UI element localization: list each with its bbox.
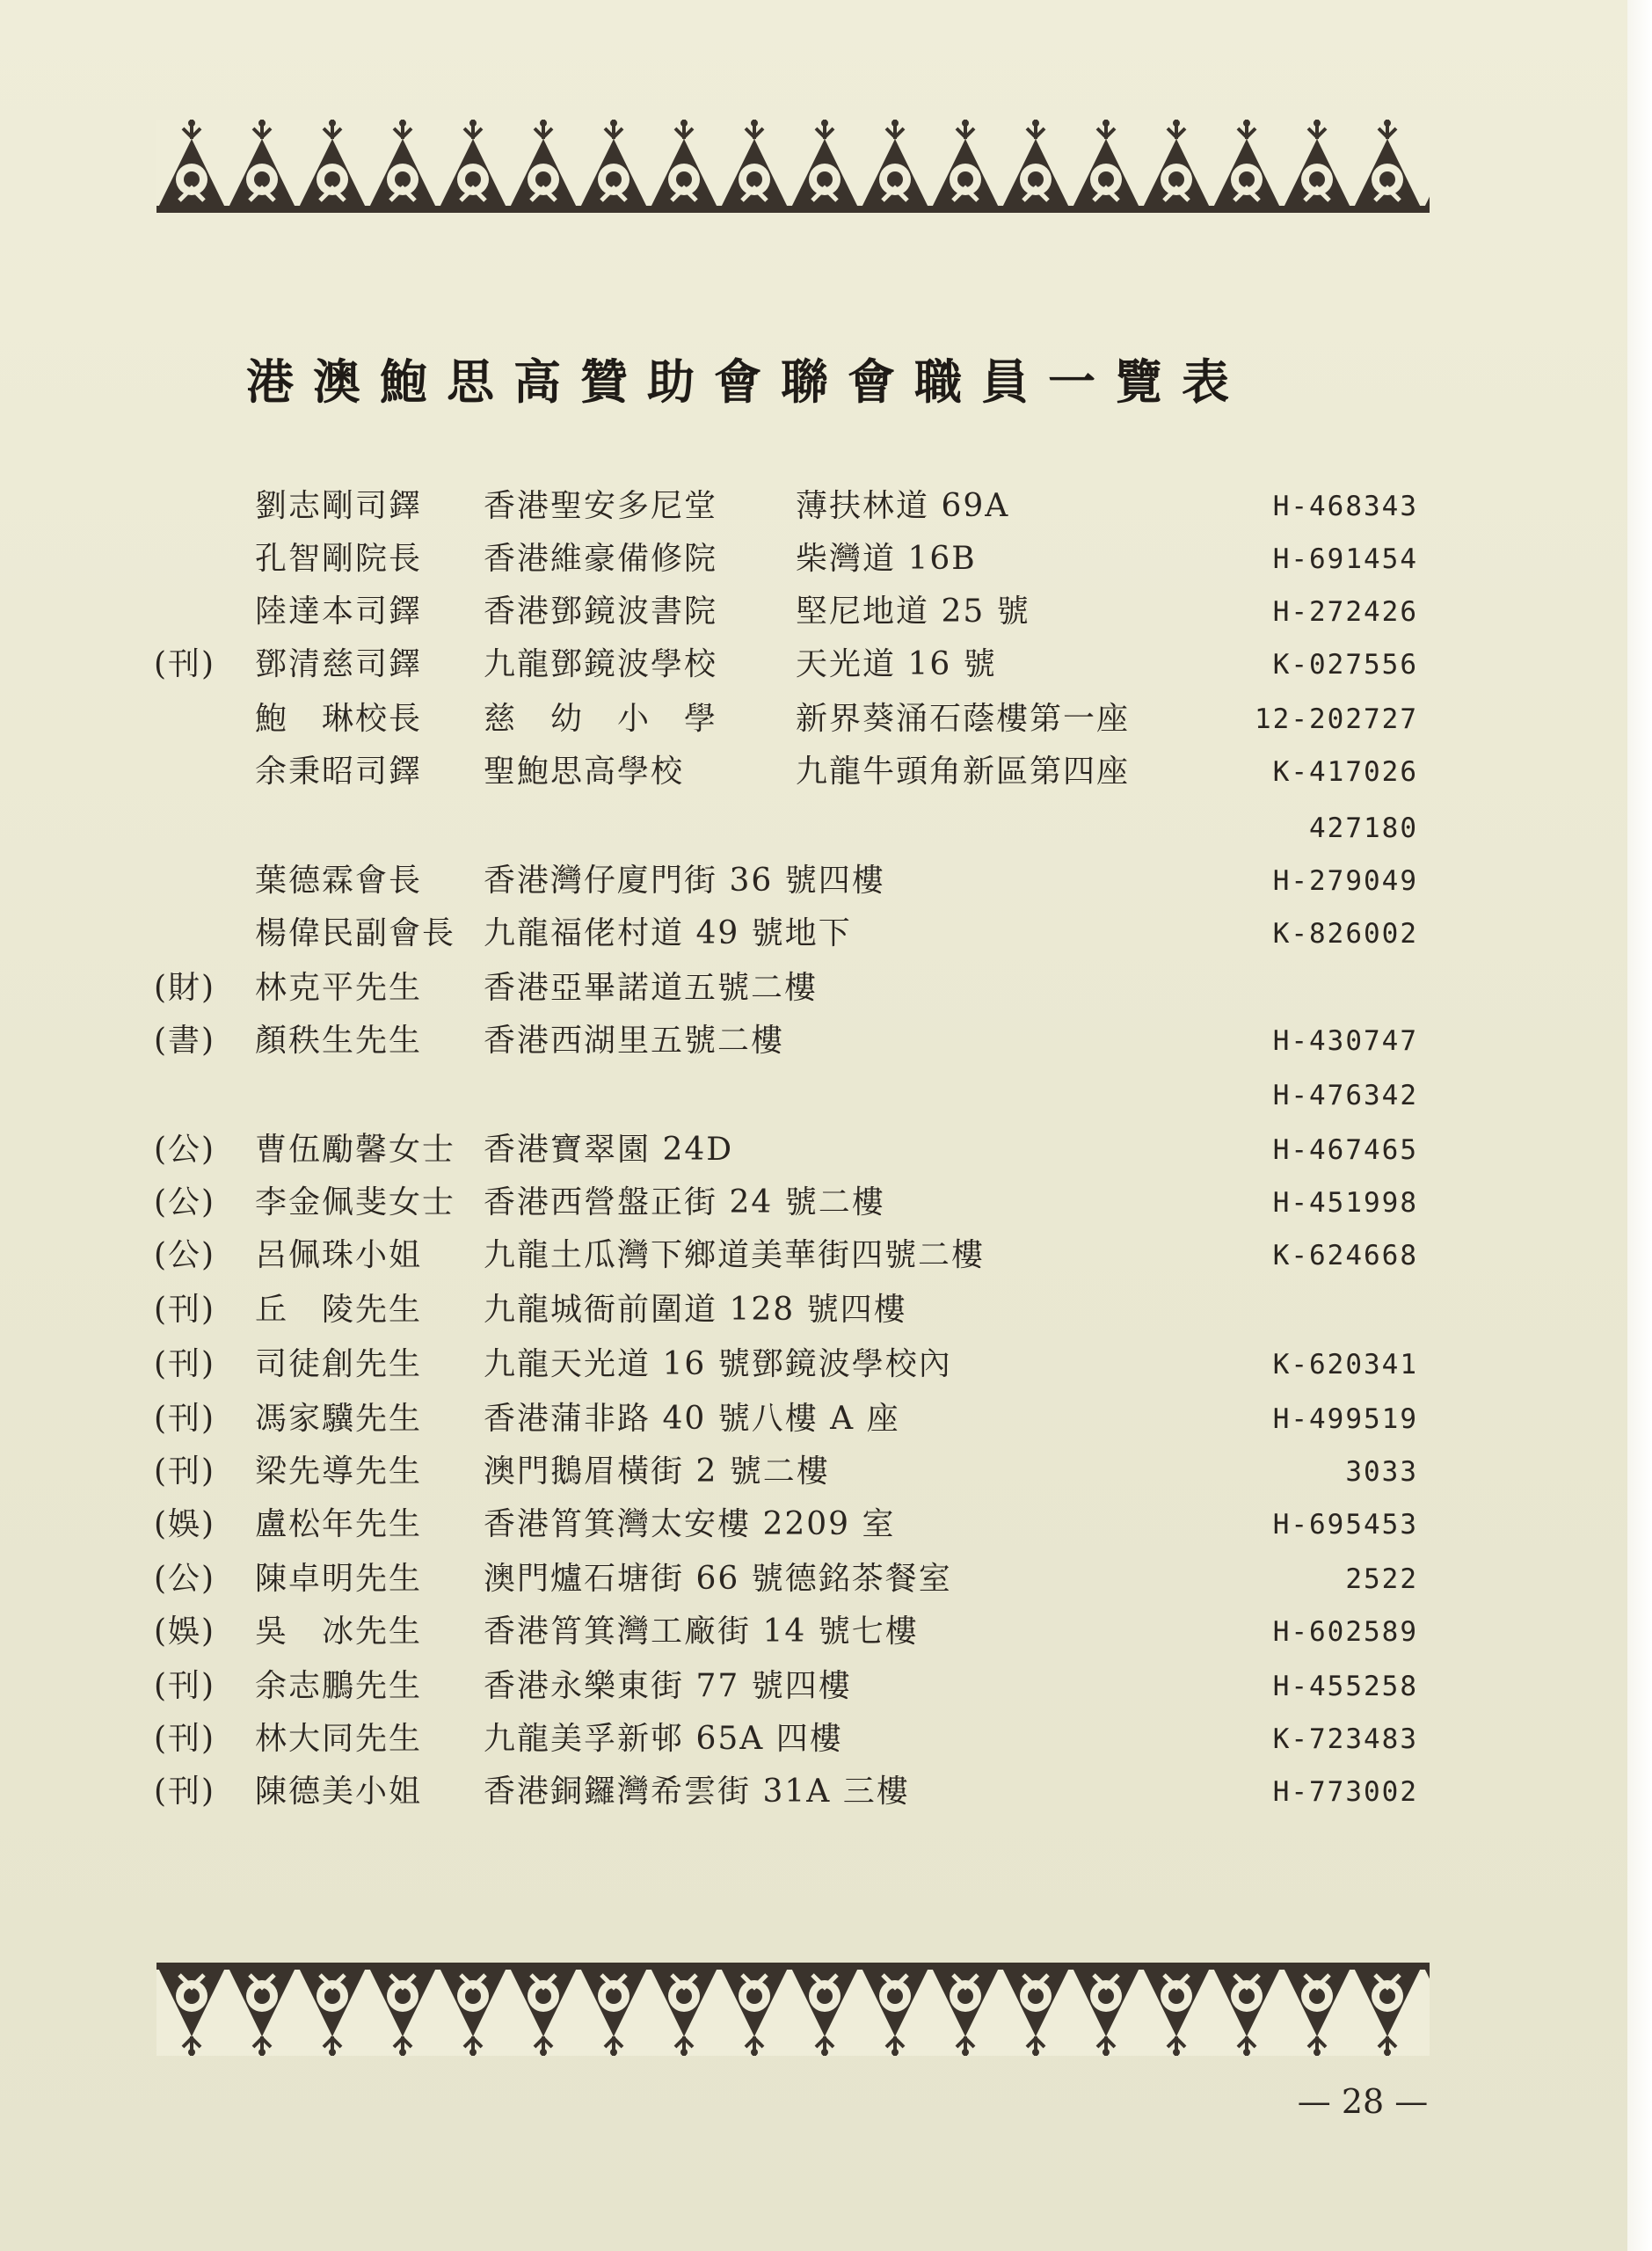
person-name (255, 804, 484, 853)
address: 香港筲箕灣工廠街 14 號七樓 (484, 1614, 919, 1650)
person-name: 余志鵬先生 (255, 1668, 423, 1704)
table-row (0, 1447, 1652, 1497)
table-row (0, 747, 1652, 797)
person-name: 吳 冰先生 (255, 1614, 423, 1650)
table-row (0, 1395, 1652, 1444)
table-row (0, 1340, 1652, 1389)
street-address (796, 1447, 1200, 1497)
address: 香港維豪備修院 (484, 541, 718, 577)
table-row (0, 1071, 1652, 1120)
role-tag (154, 804, 251, 853)
phone-number (1190, 1286, 1418, 1335)
role-tag: (娛) (154, 1614, 216, 1650)
address (484, 1071, 835, 1120)
street-address (796, 1016, 1200, 1066)
person-name: 楊偉民副會長 (255, 915, 456, 951)
role-tag: (書) (154, 1023, 216, 1059)
person-name: 余秉昭司鐸 (255, 754, 423, 790)
phone-number: 2522 (1345, 1563, 1418, 1595)
role-tag: (刊) (154, 1292, 216, 1328)
phone-number: K-826002 (1272, 918, 1418, 950)
person-name: 鮑 琳校長 (255, 701, 423, 737)
person-name: 盧松年先生 (255, 1506, 423, 1542)
person-name: 陳卓明先生 (255, 1561, 423, 1597)
table-row (0, 1555, 1652, 1604)
person-name: 司徒創先生 (255, 1346, 423, 1382)
table-row (0, 482, 1652, 531)
phone-number: K-027556 (1272, 649, 1418, 681)
phone-number: H-455258 (1272, 1671, 1418, 1702)
phone-number (1190, 964, 1418, 1013)
phone-number: H-773002 (1272, 1776, 1418, 1808)
phone-number: H-451998 (1272, 1187, 1418, 1219)
ornament-pattern-bottom (156, 1963, 1430, 2056)
person-name: 馮家驥先生 (255, 1401, 423, 1437)
ornamental-border-bottom (156, 1963, 1430, 2056)
role-tag: (公) (154, 1184, 216, 1220)
table-row (0, 1767, 1652, 1817)
person-name: 李金佩斐女士 (255, 1184, 456, 1220)
phone-number: H-695453 (1272, 1509, 1418, 1541)
street-address: 柴灣道 16B (796, 541, 977, 577)
address: 香港亞畢諾道五號二樓 (484, 970, 819, 1006)
street-address (796, 856, 1200, 906)
role-tag: (刊) (154, 1401, 216, 1437)
person-name: 陳德美小姐 (255, 1774, 423, 1810)
table-row (0, 695, 1652, 744)
address: 香港鄧鏡波書院 (484, 594, 718, 630)
table-row (0, 1662, 1652, 1711)
phone-number: H-430747 (1272, 1025, 1418, 1057)
person-name: 曹伍勵馨女士 (255, 1132, 456, 1168)
street-address (796, 964, 1200, 1013)
person-name: 陸達本司鐸 (255, 594, 423, 630)
street-address (796, 1715, 1200, 1764)
person-name: 劉志剛司鐸 (255, 488, 423, 524)
person-name: 鄧清慈司鐸 (255, 646, 423, 682)
table-row (0, 640, 1652, 689)
address: 香港永樂東街 77 號四樓 (484, 1668, 852, 1704)
table-row (0, 1286, 1652, 1335)
phone-number: 12-202727 (1255, 703, 1418, 735)
role-tag: (刊) (154, 1346, 216, 1382)
street-address (796, 1340, 1200, 1389)
role-tag (154, 747, 251, 797)
address: 慈 幼 小 學 (484, 701, 718, 737)
street-address (796, 909, 1200, 958)
address: 澳門鵝眉橫街 2 號二樓 (484, 1453, 830, 1490)
address: 香港寶翠園 24D (484, 1132, 734, 1168)
phone-number: K-620341 (1272, 1349, 1418, 1380)
street-address (796, 1071, 1200, 1120)
phone-number: H-468343 (1272, 491, 1418, 522)
role-tag: (公) (154, 1132, 216, 1168)
street-address (796, 1500, 1200, 1549)
phone-number: 427180 (1309, 812, 1418, 844)
address (484, 804, 835, 853)
address: 九龍鄧鏡波學校 (484, 646, 718, 682)
address: 香港西湖里五號二樓 (484, 1023, 785, 1059)
role-tag (154, 695, 251, 744)
table-row (0, 587, 1652, 637)
address: 九龍美孚新邨 65A 四樓 (484, 1721, 843, 1757)
person-name: 丘 陵先生 (255, 1292, 423, 1328)
address: 九龍城衙前圍道 128 號四樓 (484, 1292, 907, 1328)
role-tag: (財) (154, 970, 216, 1006)
table-row (0, 1500, 1652, 1549)
table-row (0, 856, 1652, 906)
page-title: 港澳鮑思高贊助會聯會職員一覽表 (246, 354, 1248, 410)
role-tag (154, 535, 251, 584)
role-tag (154, 856, 251, 906)
table-row (0, 535, 1652, 584)
role-tag: (公) (154, 1561, 216, 1597)
address: 香港西營盤正街 24 號二樓 (484, 1184, 885, 1220)
person-name: 呂佩珠小姐 (255, 1237, 423, 1273)
phone-number: H-691454 (1272, 543, 1418, 575)
phone-number: K-723483 (1272, 1723, 1418, 1755)
role-tag (154, 909, 251, 958)
street-address: 堅尼地道 25 號 (796, 594, 1030, 630)
table-row (0, 1231, 1652, 1280)
table-row (0, 909, 1652, 958)
address: 香港蒲非路 40 號八樓 A 座 (484, 1401, 900, 1437)
phone-number: H-602589 (1272, 1616, 1418, 1648)
role-tag (154, 587, 251, 637)
person-name: 林大同先生 (255, 1721, 423, 1757)
phone-number: H-467465 (1272, 1134, 1418, 1166)
phone-number: H-279049 (1272, 865, 1418, 897)
phone-number: 3033 (1345, 1456, 1418, 1488)
street-address: 九龍牛頭角新區第四座 (796, 754, 1131, 790)
role-tag: (刊) (154, 1774, 216, 1810)
phone-number: K-624668 (1272, 1240, 1418, 1271)
street-address: 薄扶林道 69A (796, 488, 1010, 524)
role-tag (154, 1071, 251, 1120)
street-address (796, 1231, 1200, 1280)
person-name: 梁先導先生 (255, 1453, 423, 1490)
street-address (796, 1607, 1200, 1657)
role-tag: (公) (154, 1237, 216, 1273)
address: 香港聖安多尼堂 (484, 488, 718, 524)
address: 香港銅鑼灣希雲街 31A 三樓 (484, 1774, 910, 1810)
person-name: 葉德霖會長 (255, 863, 423, 899)
table-row (0, 1607, 1652, 1657)
street-address (796, 1662, 1200, 1711)
role-tag (154, 482, 251, 531)
person-name: 孔智剛院長 (255, 541, 423, 577)
street-address: 天光道 16 號 (796, 646, 997, 682)
person-name (255, 1071, 484, 1120)
street-address (796, 1555, 1200, 1604)
table-row (0, 1016, 1652, 1066)
street-address (796, 1286, 1200, 1335)
phone-number: H-476342 (1272, 1080, 1418, 1111)
role-tag: (刊) (154, 1453, 216, 1490)
phone-number: H-499519 (1272, 1403, 1418, 1435)
address: 聖鮑思高學校 (484, 754, 685, 790)
page-number: — 28 — (1297, 2082, 1429, 2121)
street-address (796, 1395, 1200, 1444)
table-row (0, 804, 1652, 853)
street-address (796, 1178, 1200, 1227)
table-row (0, 964, 1652, 1013)
address: 九龍土瓜灣下鄉道美華街四號二樓 (484, 1237, 986, 1273)
person-name: 林克平先生 (255, 970, 423, 1006)
street-address (796, 1767, 1200, 1817)
address: 香港灣仔廈門街 36 號四樓 (484, 863, 885, 899)
address: 九龍福佬村道 49 號地下 (484, 915, 852, 951)
street-address: 新界葵涌石蔭樓第一座 (796, 701, 1131, 737)
role-tag: (娛) (154, 1506, 216, 1542)
role-tag: (刊) (154, 646, 216, 682)
phone-number: K-417026 (1272, 756, 1418, 788)
person-name: 顏秩生先生 (255, 1023, 423, 1059)
address: 澳門爐石塘街 66 號德銘茶餐室 (484, 1561, 952, 1597)
street-address (796, 1126, 1200, 1175)
role-tag: (刊) (154, 1721, 216, 1757)
street-address (796, 804, 1200, 853)
table-row (0, 1178, 1652, 1227)
phone-number: H-272426 (1272, 596, 1418, 628)
role-tag: (刊) (154, 1668, 216, 1704)
address: 九龍天光道 16 號鄧鏡波學校內 (484, 1346, 952, 1382)
address: 香港筲箕灣太安樓 2209 室 (484, 1506, 896, 1542)
table-row (0, 1715, 1652, 1764)
table-row (0, 1126, 1652, 1175)
